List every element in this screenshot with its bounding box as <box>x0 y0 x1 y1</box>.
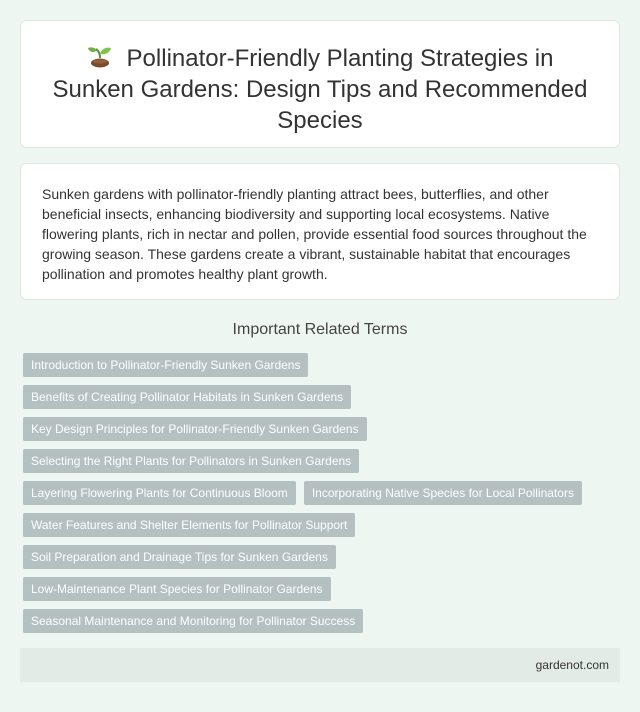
tag-row <box>23 481 623 505</box>
page-title-text: Pollinator-Friendly Planting Strategies in Sunken Gardens: Design Tips and Recommended Species <box>52 45 588 134</box>
tag-row <box>23 449 623 473</box>
related-term-tag[interactable]: Low-Maintenance Plant Species for Pollinator Gardens <box>23 577 331 601</box>
related-term-tag[interactable]: Incorporating Native Species for Local Pollinators <box>304 481 582 505</box>
related-terms-list <box>23 353 623 641</box>
related-term-tag[interactable]: Key Design Principles for Pollinator-Friendly Sunken Gardens <box>23 417 367 441</box>
related-term-tag[interactable]: Benefits of Creating Pollinator Habitats in Sunken Gardens <box>23 385 351 409</box>
related-terms-heading: Important Related Terms <box>232 321 408 338</box>
related-term-tag[interactable]: Soil Preparation and Drainage Tips for Sunken Gardens <box>23 545 336 569</box>
related-term-tag[interactable]: Water Features and Shelter Elements for Pollinator Support <box>23 513 355 537</box>
related-term-tag[interactable]: Layering Flowering Plants for Continuous Bloom <box>23 481 296 505</box>
related-term-tag[interactable]: Selecting the Right Plants for Pollinators in Sunken Gardens <box>23 449 359 473</box>
sprout-icon <box>87 44 113 68</box>
tag-row <box>23 513 623 537</box>
tag-row <box>23 353 623 377</box>
related-term-tag[interactable]: Seasonal Maintenance and Monitoring for Pollinator Success <box>23 609 363 633</box>
summary-card <box>20 163 620 300</box>
page-title <box>51 43 589 136</box>
header-card <box>20 20 620 148</box>
tag-row <box>23 545 623 569</box>
tag-row <box>23 385 623 409</box>
tag-row <box>23 609 623 633</box>
related-term-tag[interactable]: Introduction to Pollinator-Friendly Sunken Gardens <box>23 353 308 377</box>
footer <box>20 648 620 682</box>
footer-site-link[interactable]: gardenot.com <box>535 658 609 672</box>
tag-row <box>23 577 623 601</box>
summary-text: Sunken gardens with pollinator-friendly planting attract bees, butterflies, and other beneficial insects, enhancing biodiversity and supporting local ecosystems. Native flowering plants, rich in nectar and pollen, provide essential food sources throughout the growing season. These gardens create a vibrant, sustainable habitat that encourages pollination and promotes healthy plant growth. <box>42 186 587 282</box>
tag-row <box>23 417 623 441</box>
